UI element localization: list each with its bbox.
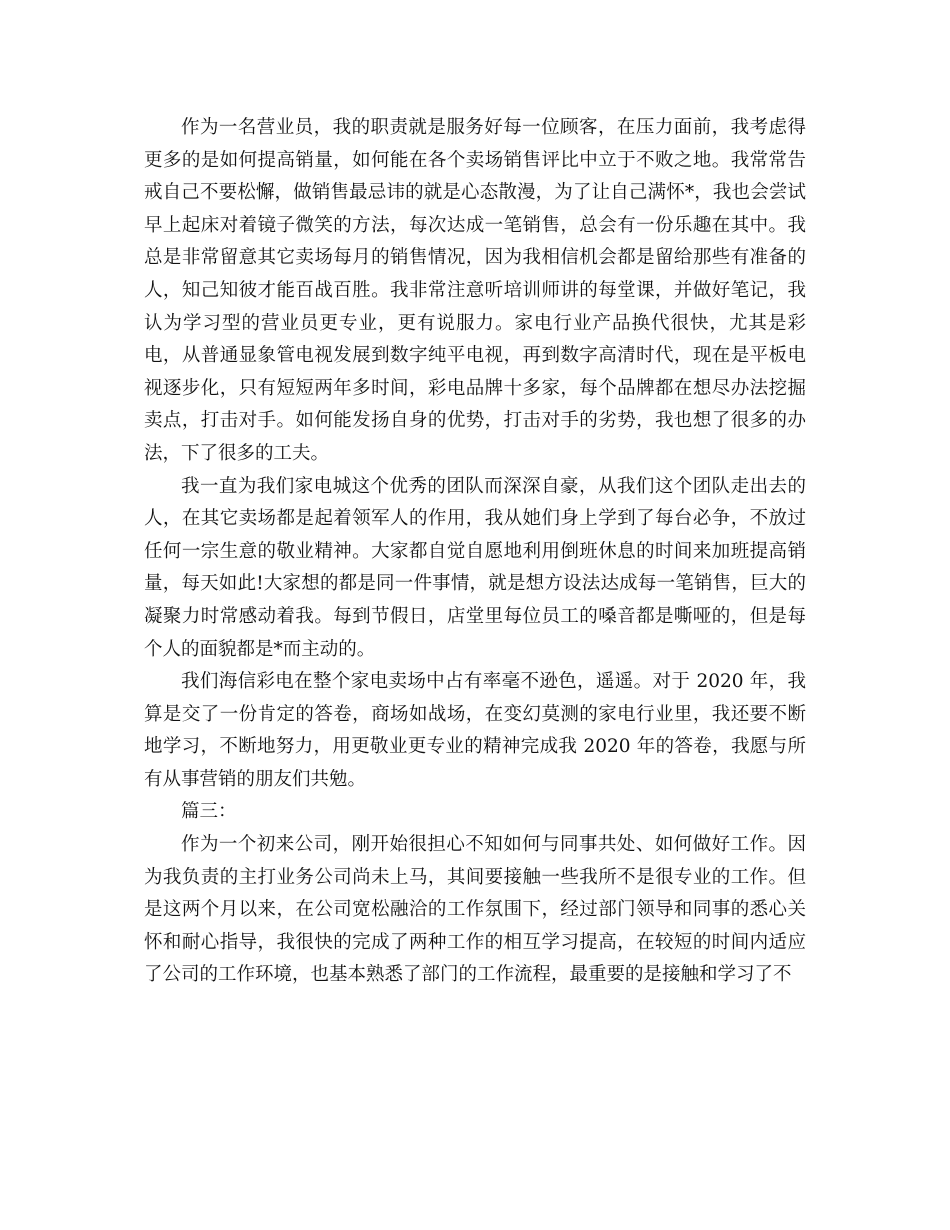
paragraph-4: 作为一个初来公司，刚开始很担心不知如何与同事共处、如何做好工作。因为我负责的主打业务公司尚未上马，其间要接触一些我所不是很专业的工作。但是这两个月以来，在公司宽松融洽的工作氛围下，经过部门领导和同事的悉心关怀和耐心指导，我很快的完成了两种工作的相互学习提高，在较短的时间内适应了公司的工作环境，也基本熟悉了部门的工作流程，最重要的是接触和学习了不 — [144, 834, 806, 986]
document-body — [144, 112, 806, 992]
section-heading: 篇三： — [181, 801, 237, 823]
paragraph-2: 我一直为我们家电城这个优秀的团队而深深自豪，从我们这个团队走出去的人，在其它卖场都是起着领军人的作用，我从她们身上学到了每台必争，不放过任何一宗生意的敬业精神。大家都自觉自愿地利用倒班休息的时间来加班提高销量，每天如此!大家想的都是同一件事情，就是想方设法达成每一笔销售，巨大的凝聚力时常感动着我。每到节假日，店堂里每位员工的嗓音都是嘶哑的，但是每个人的面貌都是*而主动的。 — [144, 475, 806, 660]
paragraph-1: 作为一名营业员，我的职责就是服务好每一位顾客，在压力面前，我考虑得更多的是如何提高销量，如何能在各个卖场销售评比中立于不败之地。我常常告戒自己不要松懈，做销售最忌讳的就是心态散漫，为了让自己满怀*，我也会尝试早上起床对着镜子微笑的方法，每次达成一笔销售，总会有一份乐趣在其中。我总是非常留意其它卖场每月的销售情况，因为我相信机会都是留给那些有准备的人，知己知彼才能百战百胜。我非常注意听培训师讲的每堂课，并做好笔记，我认为学习型的营业员更专业，更有说服力。家电行业产品换代很快，尤其是彩电，从普通显象管电视发展到数字纯平电视，再到数字高清时代，现在是平板电视逐步化，只有短短两年多时间，彩电品牌十多家，每个品牌都在想尽办法挖掘卖点，打击对手。如何能发扬自身的优势，打击对手的劣势，我也想了很多的办法，下了很多的工夫。 — [144, 117, 806, 464]
paragraph-3: 我们海信彩电在整个家电卖场中占有率毫不逊色，遥遥。对于 2020 年，我算是交了一份肯定的答卷，商场如战场，在变幻莫测的家电行业里，我还要不断地学习，不断地努力，用更敬业更专业的精神完成我 2020 年的答卷，我愿与所有从事营销的朋友们共勉。 — [144, 671, 806, 790]
